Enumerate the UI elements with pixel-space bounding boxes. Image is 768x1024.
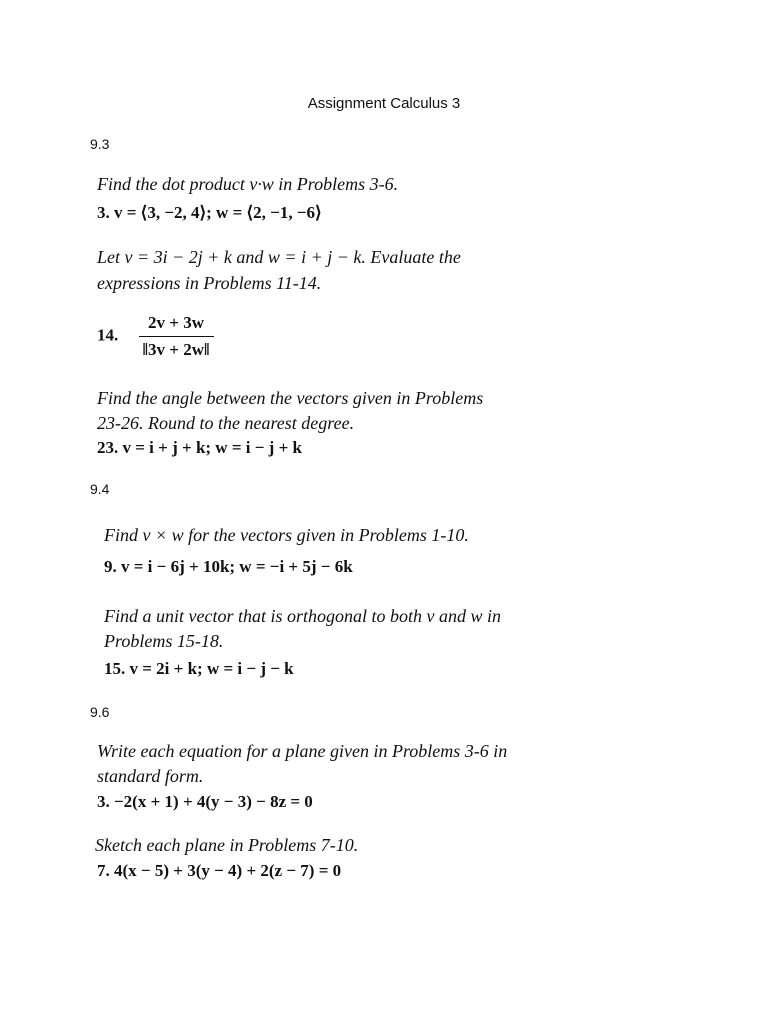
problem-9-6-7 (97, 861, 341, 881)
problem-number: 14. (97, 325, 119, 345)
problem-expression: v = ⟨3, −2, 4⟩; w = ⟨2, −1, −6⟩ (114, 203, 322, 222)
fraction-bar (139, 336, 214, 337)
problem-number: 7. (97, 861, 110, 880)
problem-number: 15. (104, 659, 126, 678)
problem-9-3-14 (97, 313, 212, 360)
fraction-numerator: 2v + 3w (148, 313, 204, 332)
section-label-9-3: 9.3 (90, 136, 110, 152)
problem-9-3-3 (97, 203, 322, 223)
section-label-9-6: 9.6 (90, 704, 110, 720)
problem-number: 23. (97, 438, 119, 457)
problem-number: 9. (104, 557, 117, 576)
instruction-cross-product: Find v × w for the vectors given in Problems 1-10. (104, 525, 469, 545)
page-title: Assignment Calculus 3 (307, 95, 461, 112)
instruction-unit-vector-line-1: Find a unit vector that is orthogonal to both v and w in (104, 606, 501, 626)
instruction-angle-line-2: 23-26. Round to the nearest degree. (97, 413, 355, 433)
problem-9-6-3 (97, 792, 313, 812)
fraction (141, 313, 212, 360)
fraction-denominator: ‖3v + 2w‖ (142, 340, 210, 359)
problem-number: 3. (97, 203, 110, 222)
instruction-unit-vector-line-2: Problems 15-18. (104, 631, 224, 651)
problem-9-3-23 (97, 438, 302, 458)
instruction-angle-line-1: Find the angle between the vectors given in Problems (97, 388, 484, 408)
section-label-9-4: 9.4 (90, 481, 110, 497)
instruction-let-line-1: Let v = 3i − 2j + k and w = i + j − k. Evaluate the (97, 247, 461, 267)
problem-expression: 4(x − 5) + 3(y − 4) + 2(z − 7) = 0 (114, 861, 342, 880)
problem-9-4-15 (104, 659, 294, 679)
problem-9-4-9 (104, 557, 353, 577)
instruction-sketch: Sketch each plane in Problems 7-10. (95, 835, 359, 855)
problem-expression: v = i + j + k; w = i − j + k (122, 438, 302, 457)
problem-expression: v = 2i + k; w = i − j − k (129, 659, 294, 678)
instruction-plane-line-2: standard form. (97, 766, 204, 786)
instruction-plane-line-1: Write each equation for a plane given in Problems 3-6 in (97, 741, 508, 761)
problem-expression: −2(x + 1) + 4(y − 3) − 8z = 0 (114, 792, 313, 811)
problem-number: 3. (97, 792, 110, 811)
instruction-dot-product: Find the dot product v·w in Problems 3-6. (97, 174, 399, 194)
problem-expression: v = i − 6j + 10k; w = −i + 5j − 6k (121, 557, 353, 576)
instruction-let-line-2: expressions in Problems 11-14. (97, 273, 322, 293)
